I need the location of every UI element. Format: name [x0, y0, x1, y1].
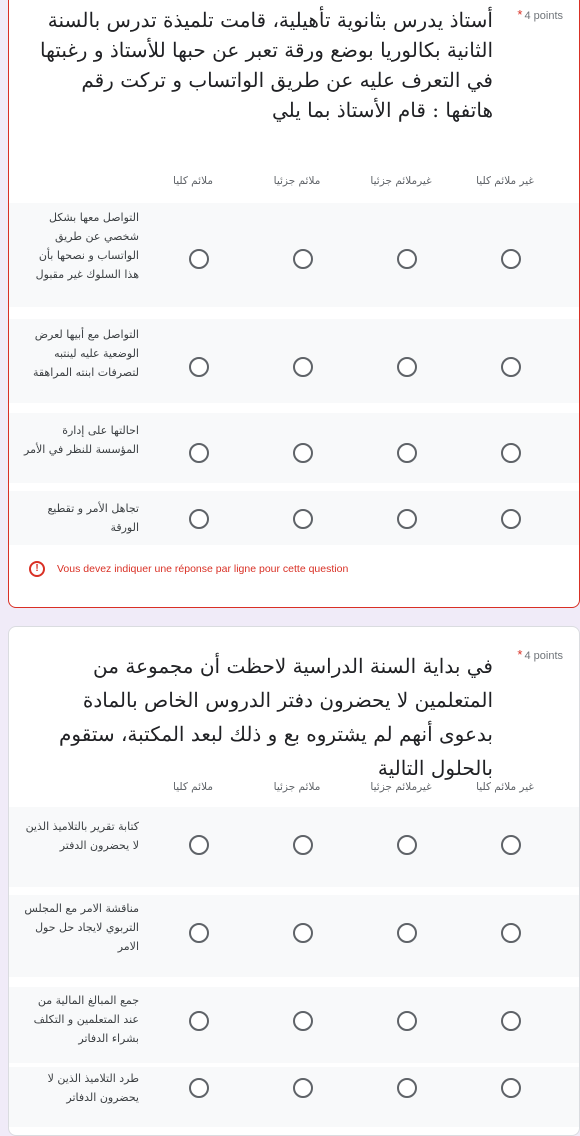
row-label: احالتها على إدارة المؤسسة للنظر في الأمر — [24, 424, 139, 456]
radio-button[interactable] — [501, 1078, 521, 1098]
radio-button[interactable] — [293, 357, 313, 377]
radio-button[interactable] — [189, 835, 209, 855]
radio-button[interactable] — [293, 1078, 313, 1098]
radio-button[interactable] — [293, 249, 313, 269]
radio-button[interactable] — [397, 923, 417, 943]
column-header: غير ملائم كليا — [476, 781, 534, 793]
radio-button[interactable] — [189, 443, 209, 463]
error-icon: ! — [29, 561, 45, 577]
radio-button[interactable] — [189, 1011, 209, 1031]
radio-button[interactable] — [189, 509, 209, 529]
question-title: أستاذ يدرس بثانوية تأهيلية، قامت تلميذة تدرس بالسنة الثانية بكالوريا بوضع ورقة تعبر عن حبها للأستاذ و رغبتها في التعرف عليه عن طريق الواتساب و تركت رقم هاتفها : قام الأستاذ بما يلي — [39, 8, 493, 122]
question-title: في بداية السنة الدراسية لاحظت أن مجموعة من المتعلمين لا يحضرون دفتر الدروس الخاص بالمادة بدعوى أنهم لم يشتروه بع و ذلك لبعد المكتبة، ستقوم بالحلول التالية — [58, 654, 493, 780]
radio-button[interactable] — [293, 835, 313, 855]
radio-button[interactable] — [189, 357, 209, 377]
radio-button[interactable] — [189, 1078, 209, 1098]
row-label: تجاهل الأمر و تقطيع الورقة — [47, 502, 139, 534]
radio-button[interactable] — [501, 249, 521, 269]
asterisk-icon: * — [517, 647, 523, 662]
radio-button[interactable] — [397, 443, 417, 463]
points-label: * 4 points — [517, 647, 563, 662]
error-message: Vous devez indiquer une réponse par ligne pour cette question — [57, 563, 349, 575]
column-header: ملائم كليا — [173, 781, 213, 793]
radio-button[interactable] — [501, 509, 521, 529]
row-label: التواصل مع أبيها لعرض الوضعية عليه لينتبه لتصرفات ابنته المراهقة — [32, 328, 139, 379]
radio-button[interactable] — [501, 835, 521, 855]
radio-button[interactable] — [397, 1011, 417, 1031]
asterisk-icon: * — [517, 7, 523, 22]
validation-error — [29, 561, 348, 577]
question-card-1 — [8, 0, 580, 608]
column-header: غيرملائم جزئيا — [370, 175, 432, 187]
radio-button[interactable] — [501, 357, 521, 377]
column-header: ملائم جزئيا — [273, 781, 321, 793]
radio-button[interactable] — [293, 509, 313, 529]
radio-button[interactable] — [397, 357, 417, 377]
row-label: مناقشة الامر مع المجلس التربوي لايجاد حل حول الامر — [24, 902, 139, 953]
radio-button[interactable] — [501, 443, 521, 463]
row-label: طرد التلاميذ الذين لا يحضرون الدفاتر — [47, 1072, 139, 1104]
radio-button[interactable] — [293, 1011, 313, 1031]
row-label: كتابة تقرير بالتلاميذ الذين لا يحضرون الدفتر — [25, 820, 139, 852]
radio-button[interactable] — [397, 509, 417, 529]
row-label: التواصل معها بشكل شخصي عن طريق الواتساب و نصحها بأن هذا السلوك غير مقبول — [35, 211, 139, 281]
radio-button[interactable] — [293, 443, 313, 463]
points-label: * 4 points — [517, 7, 563, 22]
radio-button[interactable] — [293, 923, 313, 943]
radio-button[interactable] — [397, 835, 417, 855]
column-header: غيرملائم جزئيا — [370, 781, 432, 793]
radio-button[interactable] — [501, 923, 521, 943]
radio-button[interactable] — [501, 1011, 521, 1031]
column-header: غير ملائم كليا — [476, 175, 534, 187]
radio-button[interactable] — [189, 923, 209, 943]
column-header: ملائم جزئيا — [273, 175, 321, 187]
radio-button[interactable] — [189, 249, 209, 269]
radio-button[interactable] — [397, 249, 417, 269]
radio-button[interactable] — [397, 1078, 417, 1098]
question-card-2 — [8, 626, 580, 1136]
column-header: ملائم كليا — [173, 175, 213, 187]
row-label: جمع المبالغ المالية من عند المتعلمين و التكلف بشراء الدفاتر — [33, 994, 139, 1045]
